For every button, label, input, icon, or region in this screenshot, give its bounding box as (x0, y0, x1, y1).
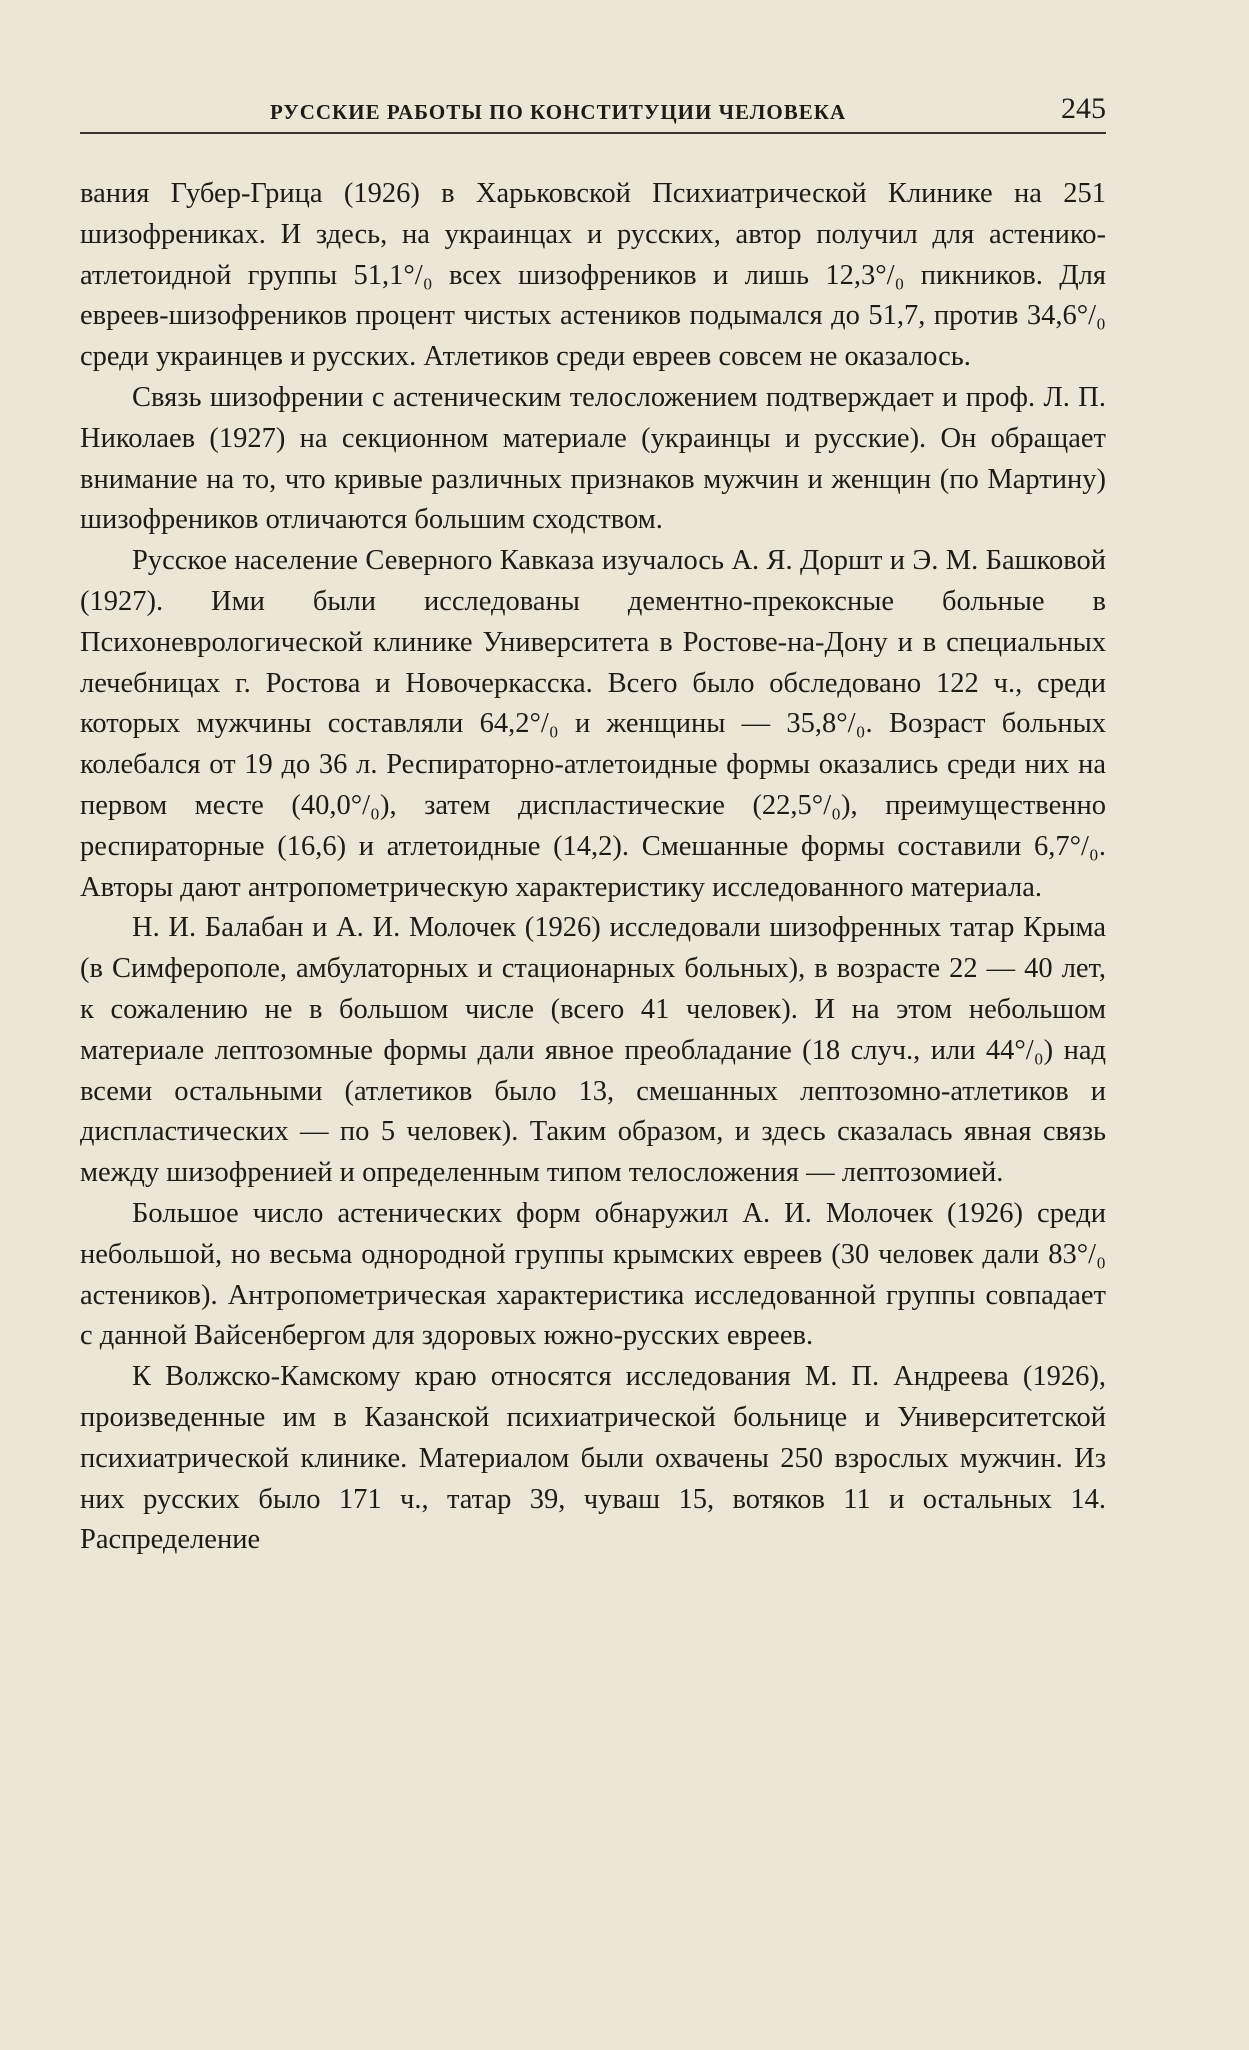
page-body (80, 174, 1106, 1561)
paragraph-3: Русское население Северного Кавказа изучалось А. Я. Доршт и Э. М. Башковой (1927). Ими были исследованы дементно-прекоксные больные в Психоневрологической клинике Университета в Ростове-на-Дону и в специальных лечебницах г. Ростова и Новочеркасска. Всего было обследовано 122 ч., среди которых мужчины составляли 64,2°/₀ и женщины — 35,8°/₀. Возраст больных колебался от 19 до 36 л. Респираторно-атлетоидные формы оказались среди них на первом месте (40,0°/₀), затем диспластические (22,5°/₀), преимущественно респираторные (16,6) и атлетоидные (14,2). Смешанные формы составили 6,7°/₀. Авторы дают антропометрическую характеристику исследованного материала. (80, 545, 1106, 903)
page-number: 245 (1061, 92, 1106, 125)
paragraph-2: Связь шизофрении с астеническим телосложением подтверждает и проф. Л. П. Николаев (1927) на секционном материале (украинцы и русские). Он обращает внимание на то, что кривые различных признаков мужчин и женщин (по Мартину) шизофреников отличаются большим сходством. (80, 381, 1106, 536)
paragraph-1: вания Губер-Грица (1926) в Харьковской Психиатрической Клинике на 251 шизофрениках. И здесь, на украинцах и русских, автор получил для астенико-атлетоидной группы 51,1°/₀ всех шизофреников и лишь 12,3°/₀ пикников. Для евреев-шизофреников процент чистых астеников подымался до 51,7, против 34,6°/₀ среди украинцев и русских. Атлетиков среди евреев совсем не оказалось. (80, 178, 1106, 373)
paragraph-5: Большое число астенических форм обнаружил А. И. Молочек (1926) среди небольшой, но весьма однородной группы крымских евреев (30 человек дали 83°/₀ астеников). Антропометрическая характеристика исследованной группы совпадает с данной Вайсенбергом для здоровых южно-русских евреев. (80, 1197, 1106, 1352)
running-head: РУССКИЕ РАБОТЫ ПО КОНСТИТУЦИИ ЧЕЛОВЕКА (270, 100, 847, 124)
paragraph-6: К Волжско-Камскому краю относятся исследования М. П. Андреева (1926), произведенные им в Казанской психиатрической больнице и Университетской психиатрической клинике. Материалом были охвачены 250 взрослых мужчин. Из них русских было 171 ч., татар 39, чуваш 15, вотяков 11 и остальных 14. Распределение (80, 1361, 1106, 1556)
paragraph-4: Н. И. Балабан и А. И. Молочек (1926) исследовали шизофренных татар Крыма (в Симферополе, амбулаторных и стационарных больных), в возрасте 22 — 40 лет, к сожалению не в большом числе (всего 41 человек). И на этом небольшом материале лептозомные формы дали явное преобладание (18 случ., или 44°/₀) над всеми остальными (атлетиков было 13, смешанных лептозомно-атлетиков и диспластических — по 5 человек). Таким образом, и здесь сказалась явная связь между шизофренией и определенным типом телосложения — лептозомией. (80, 912, 1106, 1189)
page-header (80, 92, 1106, 134)
